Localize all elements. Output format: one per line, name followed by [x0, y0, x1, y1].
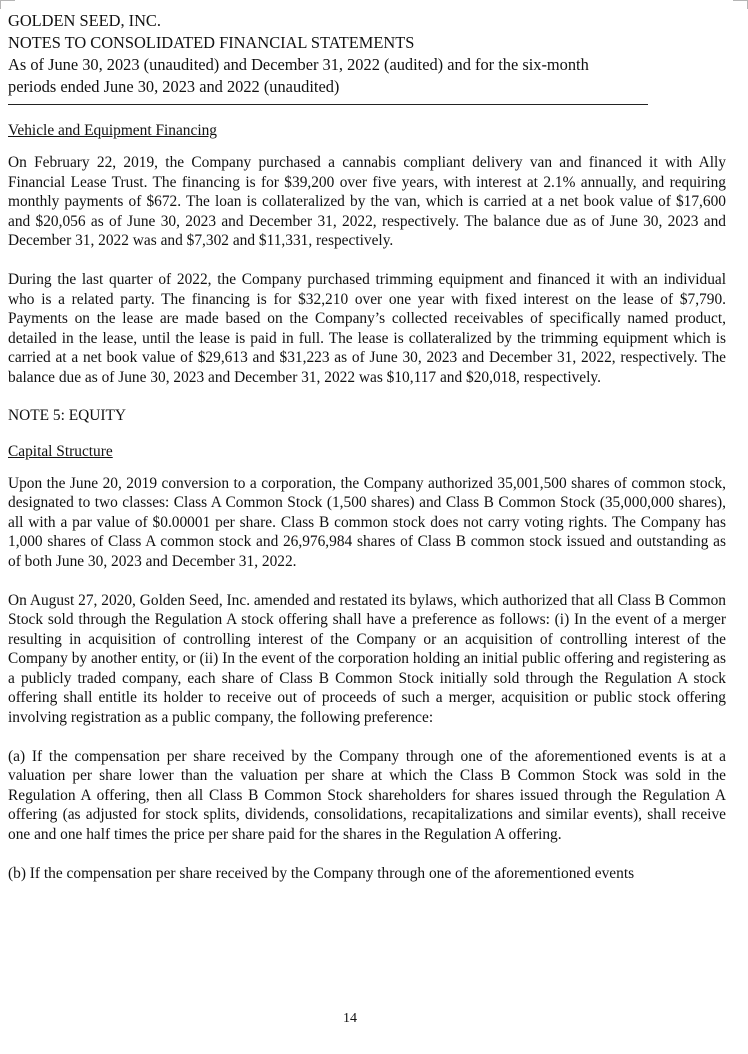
capital-structure-heading: Capital Structure: [8, 442, 113, 460]
company-name: GOLDEN SEED, INC.: [8, 11, 161, 30]
capital-structure-paragraph-2: On August 27, 2020, Golden Seed, Inc. amended and restated its bylaws, which authorized that all Class B Common Stock sold through the Regulation A stock offering shall have a preference as follows: (i) In the event of a merger resulting in acquisition of controlling interest of the Company or an acquisition of controlling interest of the Company by another entity, or (ii) In the event of the corporation holding an initial public offering and registering as a publicly traded company, each share of Class B Common Stock initially sold through the Regulation A stock offering shall entitle its holder to receive out of proceeds of such a merger, acquisition or public stock offering involving registration as a public company, the following preference:: [8, 591, 726, 727]
capital-structure-paragraph-1: Upon the June 20, 2019 conversion to a corporation, the Company authorized 35,001,500 shares of common stock, designated to two classes: Class A Common Stock (1,500 shares) and Class B Common Stock (35,000,000 shares), all with a par value of $0.00001 per share. Class B common stock does not carry voting rights. The Company has 1,000 shares of Class A common stock and 26,976,984 shares of Class B common stock issued and outstanding as of both June 30, 2023 and December 31, 2022.: [8, 474, 726, 570]
document-header: [8, 10, 726, 98]
page-number: 14: [343, 1011, 357, 1026]
vehicle-financing-paragraph-2: During the last quarter of 2022, the Company purchased trimming equipment and financed it with an individual who is a related party. The financing is for $32,210 over one year with fixed interest on the lease of $7,790. Payments on the lease are made based on the Company’s collected receivables of specifically named product, detailed in the lease, until the lease is paid in full. The lease is collateralized by the trimming equipment which is carried at a net book value of $29,613 and $31,223 as of June 30, 2023 and December 31, 2022, respectively. The balance due as of June 30, 2023 and December 31, 2022 was $10,117 and $20,018, respectively.: [8, 270, 726, 386]
page-corner-mark-right: [733, 0, 748, 9]
vehicle-financing-paragraph-1: On February 22, 2019, the Company purchased a cannabis compliant delivery van and financed it with Ally Financial Lease Trust. The financing is for $39,200 over five years, with interest at 2.1% annually, and requiring monthly payments of $672. The loan is collateralized by the van, which is carried at a net book value of $17,600 and $20,056 as of June 30, 2023 and December 31, 2022, respectively. The balance due as of June 30, 2023 and December 31, 2022 was and $7,302 and $11,331, respectively.: [8, 154, 726, 250]
preference-clause-b: (b) If the compensation per share received by the Company through one of the aforementioned events: [8, 864, 635, 882]
note-5-heading: NOTE 5: EQUITY: [8, 406, 126, 424]
period-line-1: As of June 30, 2023 (unaudited) and December 31, 2022 (audited) and for the six-month: [8, 55, 589, 74]
header-divider: [8, 104, 648, 105]
vehicle-financing-heading: Vehicle and Equipment Financing: [8, 122, 218, 139]
document-title: NOTES TO CONSOLIDATED FINANCIAL STATEMENTS: [8, 33, 415, 52]
period-line-2: periods ended June 30, 2023 and 2022 (unaudited): [8, 77, 340, 96]
page-corner-mark-left: [0, 0, 15, 9]
preference-clause-a: (a) If the compensation per share received by the Company through one of the aforementioned events is at a valuation per share lower than the valuation per share at which the Class B Common Stock was sold in the Regulation A offering, then all Class B Common Stock shareholders for shares issued through the Regulation A offering (as adjusted for stock splits, dividends, consolidations, recapitalizations and similar events), shall receive one and one half times the price per share paid for the shares in the Regulation A offering.: [8, 747, 726, 844]
document-page: [8, 10, 726, 883]
